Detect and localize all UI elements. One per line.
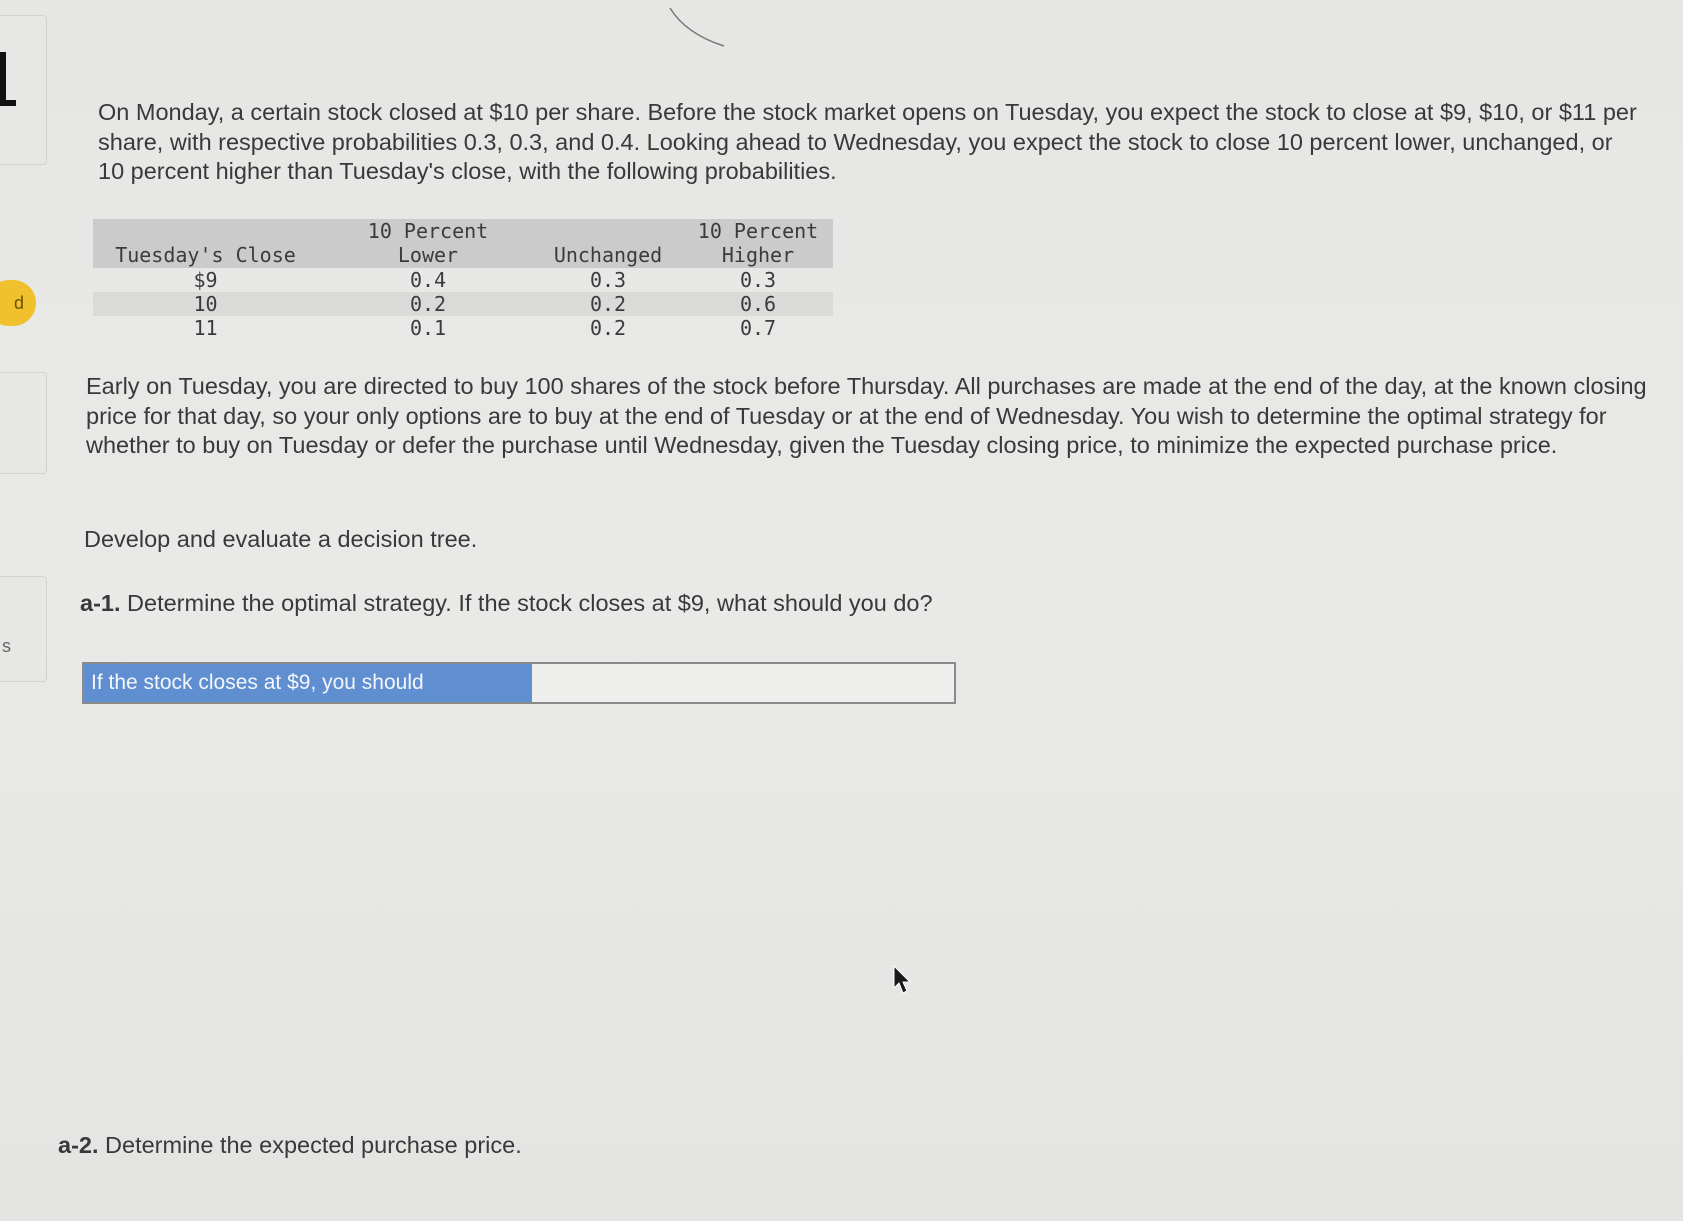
header-lower-line1: 10 Percent <box>367 219 489 243</box>
cell-higher: 0.7 <box>739 316 777 340</box>
question-a2 <box>58 1130 522 1160</box>
cell-lower: 0.4 <box>409 268 447 292</box>
table-header-row <box>93 219 833 268</box>
question-a1-text: Determine the optimal strategy. If the stock closes at $9, what should you do? <box>120 590 933 616</box>
cell-lower: 0.2 <box>409 292 447 316</box>
answer-label-a1: If the stock closes at $9, you should <box>84 664 531 702</box>
cell-close: 10 <box>193 292 218 316</box>
sidebar-panel-middle[interactable] <box>0 372 47 474</box>
cell-higher: 0.6 <box>739 292 777 316</box>
table-row <box>93 268 833 292</box>
question-a1-label: a-1. <box>80 590 121 616</box>
sidebar-letter: s <box>2 636 11 656</box>
question-a2-label: a-2. <box>58 1132 99 1158</box>
table-row <box>93 316 833 340</box>
header-higher-line2: Higher <box>721 243 795 267</box>
header-lower-line2: Lower <box>397 243 459 267</box>
sidebar-marker-icon <box>0 52 6 106</box>
mouse-cursor-icon <box>892 964 914 996</box>
answer-row-a1 <box>82 662 956 704</box>
header-higher-line1: 10 Percent <box>697 219 819 243</box>
question-a1 <box>80 588 933 618</box>
sidebar-badge[interactable]: d <box>0 280 36 326</box>
problem-paragraph-2: Early on Tuesday, you are directed to buy 100 shares of the stock before Thursday. All purchases are made at the end of the day, at the known closing price for that day, so your only options are to buy at the end of Tuesday or at the end of Wednesday. You wish to determine the optimal strategy for whether to buy on Tuesday or defer the purchase until Wednesday, given the Tuesday closing price, to minimize the expected purchase price. <box>86 373 1647 458</box>
answer-dropdown-a1[interactable] <box>531 664 954 702</box>
probability-table <box>93 219 833 340</box>
question-a2-text: Determine the expected purchase price. <box>98 1132 522 1158</box>
cell-unchanged: 0.2 <box>589 316 627 340</box>
cell-lower: 0.1 <box>409 316 447 340</box>
table-row <box>93 292 833 316</box>
cell-close: $9 <box>193 268 218 292</box>
cell-higher: 0.3 <box>739 268 777 292</box>
sidebar-panel-top[interactable] <box>0 15 47 165</box>
problem-paragraph-1: On Monday, a certain stock closed at $10 per share. Before the stock market opens on Tuesday, you expect the stock to close at $9, $10, or $11 per share, with respective probabilities 0.3, 0.3, and 0.4. Looking ahead to Wednesday, you expect the stock to close 10 percent lower, unchanged, or 10 percent higher than Tuesday's close, with the following probabilities. <box>98 99 1637 184</box>
cell-unchanged: 0.2 <box>589 292 627 316</box>
left-sidebar-strip <box>0 0 48 1221</box>
cell-unchanged: 0.3 <box>589 268 627 292</box>
problem-paragraph-3: Develop and evaluate a decision tree. <box>84 526 478 552</box>
paper-crease-mark <box>668 4 728 48</box>
header-tuesday-close: Tuesday's Close <box>115 243 296 267</box>
sidebar-panel-bottom[interactable] <box>0 576 47 682</box>
header-unchanged: Unchanged <box>553 243 663 267</box>
cell-close: 11 <box>193 316 218 340</box>
